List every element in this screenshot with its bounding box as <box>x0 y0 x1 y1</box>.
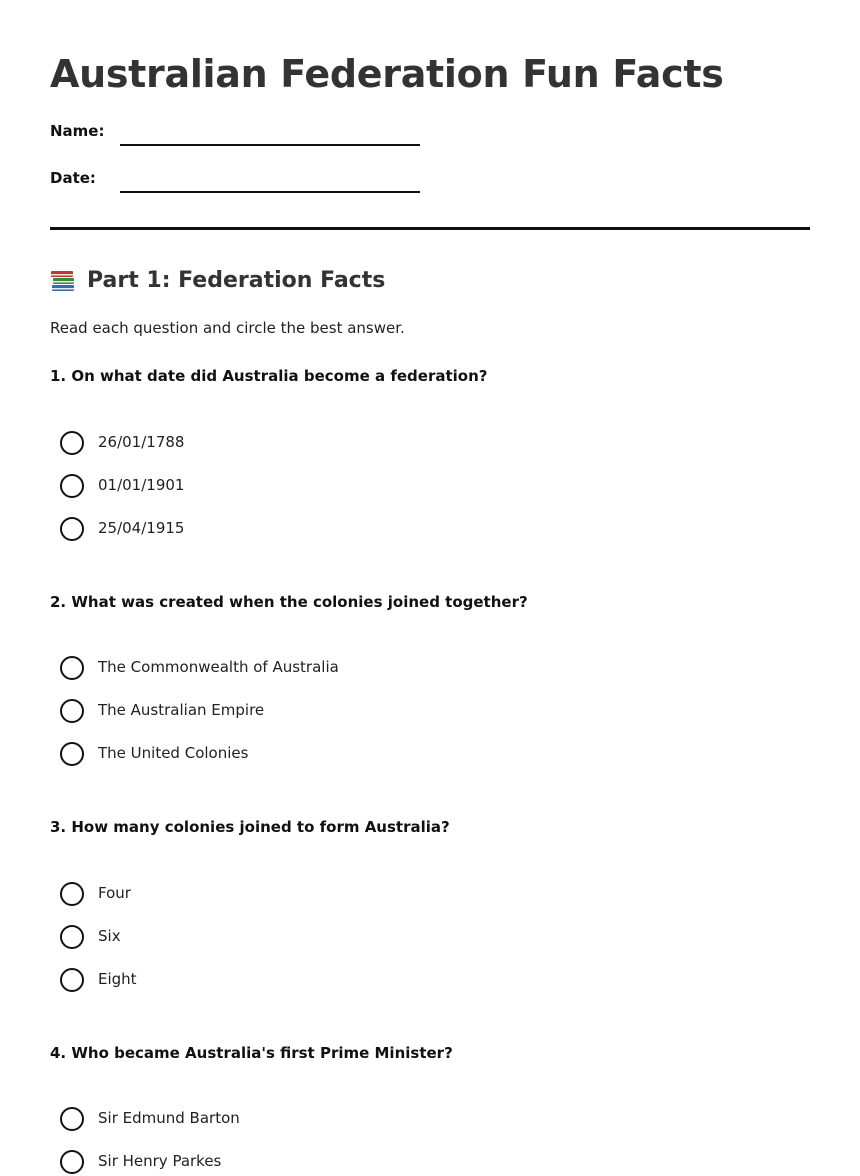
option-label: Sir Edmund Barton <box>98 1109 240 1127</box>
name-input-line[interactable] <box>120 144 420 146</box>
name-field-row <box>50 121 430 151</box>
question-text: 1. On what date did Australia become a federation? <box>50 367 488 385</box>
worksheet-title: Australian Federation Fun Facts <box>50 52 724 96</box>
section-heading-text: Part 1: Federation Facts <box>87 268 386 293</box>
option-label: 25/04/1915 <box>98 519 185 537</box>
radio-circle[interactable] <box>60 925 84 949</box>
date-field-row <box>50 168 430 198</box>
section-heading-part1 <box>50 266 385 296</box>
option-label: Four <box>98 884 131 902</box>
radio-circle[interactable] <box>60 474 84 498</box>
question-text: 2. What was created when the colonies joined together? <box>50 593 528 611</box>
option-q4-a[interactable] <box>60 1107 560 1133</box>
option-label: The Australian Empire <box>98 701 265 719</box>
date-input-line[interactable] <box>120 191 420 193</box>
radio-circle[interactable] <box>60 968 84 992</box>
question-text: 4. Who became Australia's first Prime Minister? <box>50 1044 453 1062</box>
option-label: The United Colonies <box>98 744 249 762</box>
option-q4-b[interactable] <box>60 1150 560 1176</box>
option-q2-a[interactable] <box>60 656 560 682</box>
radio-circle[interactable] <box>60 517 84 541</box>
radio-circle[interactable] <box>60 656 84 680</box>
option-q2-c[interactable] <box>60 742 560 768</box>
date-label: Date: <box>50 169 96 187</box>
radio-circle[interactable] <box>60 742 84 766</box>
option-q1-b[interactable] <box>60 474 560 500</box>
option-label: Eight <box>98 970 137 988</box>
option-q3-a[interactable] <box>60 882 560 908</box>
instructions: Read each question and circle the best answer. <box>50 319 405 337</box>
radio-circle[interactable] <box>60 431 84 455</box>
header-divider <box>50 227 810 230</box>
question-text: 3. How many colonies joined to form Australia? <box>50 818 450 836</box>
option-q3-b[interactable] <box>60 925 560 951</box>
option-label: 01/01/1901 <box>98 476 185 494</box>
option-q3-c[interactable] <box>60 968 560 994</box>
name-label: Name: <box>50 122 105 140</box>
option-q2-b[interactable] <box>60 699 560 725</box>
books-icon <box>50 269 76 293</box>
option-label: The Commonwealth of Australia <box>98 658 339 676</box>
option-label: Six <box>98 927 121 945</box>
option-q1-c[interactable] <box>60 517 560 543</box>
option-label: Sir Henry Parkes <box>98 1152 222 1170</box>
option-label: 26/01/1788 <box>98 433 185 451</box>
radio-circle[interactable] <box>60 1107 84 1131</box>
option-q1-a[interactable] <box>60 431 560 457</box>
radio-circle[interactable] <box>60 1150 84 1174</box>
radio-circle[interactable] <box>60 699 84 723</box>
radio-circle[interactable] <box>60 882 84 906</box>
